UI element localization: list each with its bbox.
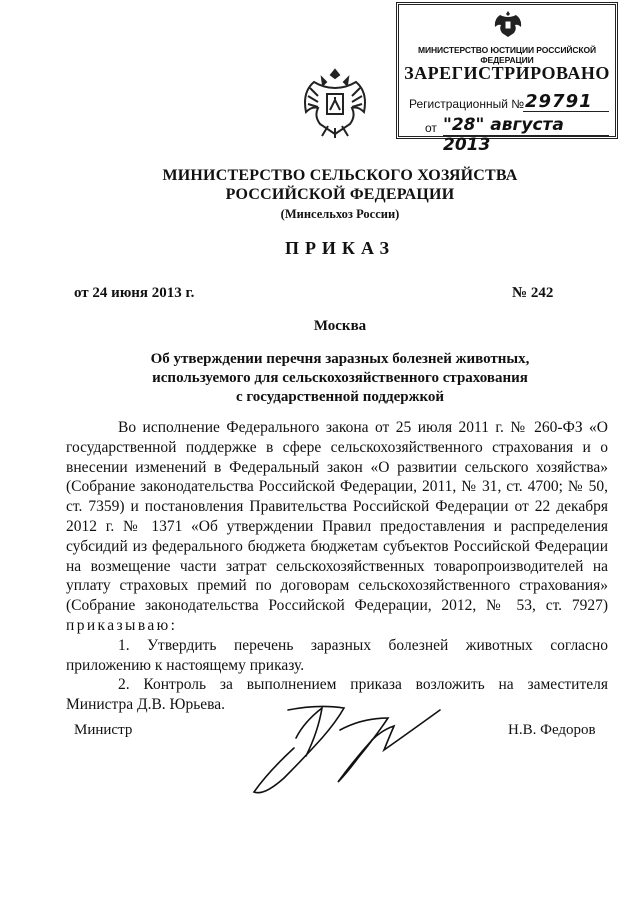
ministry-name-line1: МИНИСТЕРСТВО СЕЛЬСКОГО ХОЗЯЙСТВА <box>162 167 518 184</box>
coat-of-arms-icon <box>300 64 370 142</box>
stamp-ministry: МИНИСТЕРСТВО ЮСТИЦИИ РОССИЙСКОЙ ФЕДЕРАЦИИ <box>418 45 596 65</box>
ministry-short-name: (Минсельхоз России) <box>280 207 400 221</box>
order-date: от 24 июня 2013 г. <box>74 285 195 301</box>
stamp-date-prefix: от <box>425 121 437 135</box>
stamp-date-underline <box>443 135 609 136</box>
stamp-registered: ЗАРЕГИСТРИРОВАНО <box>404 63 610 83</box>
subject-line1: Об утверждении перечня заразных болезней животных, <box>150 351 530 367</box>
subject-line3: с государственной поддержкой <box>235 389 445 405</box>
signatory-title: Министр <box>74 722 133 738</box>
subject-line2: используемого для сельскохозяйственного страхования <box>152 370 528 386</box>
stamp-date-value: "28" августа 2013 <box>443 115 564 155</box>
preamble-text: Во исполнение Федерального закона от 25 июля 2011 г. № 260-ФЗ «О государственной поддержке в сфере сельскохозяйственного страхования и о внесении изменений в Федеральный закон «О развитии сельского хозяйства» (Собрание законодательства Российской Федерации, 2011, № 31, ст. 4700; № 50, ст. 7359) и постановления Правительства Российской Федерации от 22 декабря 2012 г. № 1371 «Об утверждении Правил предоставления и распределения субсидий из федерального бюджета бюджетам субъектов Российской Федерации на возмещение части затрат сельскохозяйственных товаропроизводителей на уплату страховых премий по договорам сельскохозяйственного страхования» (Собрание законодательства Российской Федерации, 2012, № 53, ст. 7927) <box>66 419 608 615</box>
stamp-eagle-icon <box>491 9 525 41</box>
city: Москва <box>313 318 367 334</box>
stamp-regno-label: Регистрационный № <box>409 97 525 111</box>
registration-stamp <box>396 2 618 155</box>
ministry-name-line2: РОССИЙСКОЙ ФЕДЕРАЦИИ <box>225 186 455 203</box>
signatory-name: Н.В. Федоров <box>508 722 596 738</box>
order-item-1: 1. Утвердить перечень заразных болезней животных согласно приложению к настоящему приказу. <box>66 636 608 674</box>
handwritten-signature <box>236 700 476 800</box>
stamp-regno-underline <box>523 111 609 112</box>
order-title: ПРИКАЗ <box>284 238 396 258</box>
order-item-2: 2. Контроль за выполнением приказа возложить на заместителя Министра Д.В. Юрьева. <box>66 676 608 714</box>
order-number: № 242 <box>512 285 554 301</box>
preamble-paragraph <box>66 418 608 636</box>
order-word: приказываю: <box>66 616 178 634</box>
order-body <box>66 418 608 715</box>
stamp-regno-value: 29791 <box>525 91 593 112</box>
